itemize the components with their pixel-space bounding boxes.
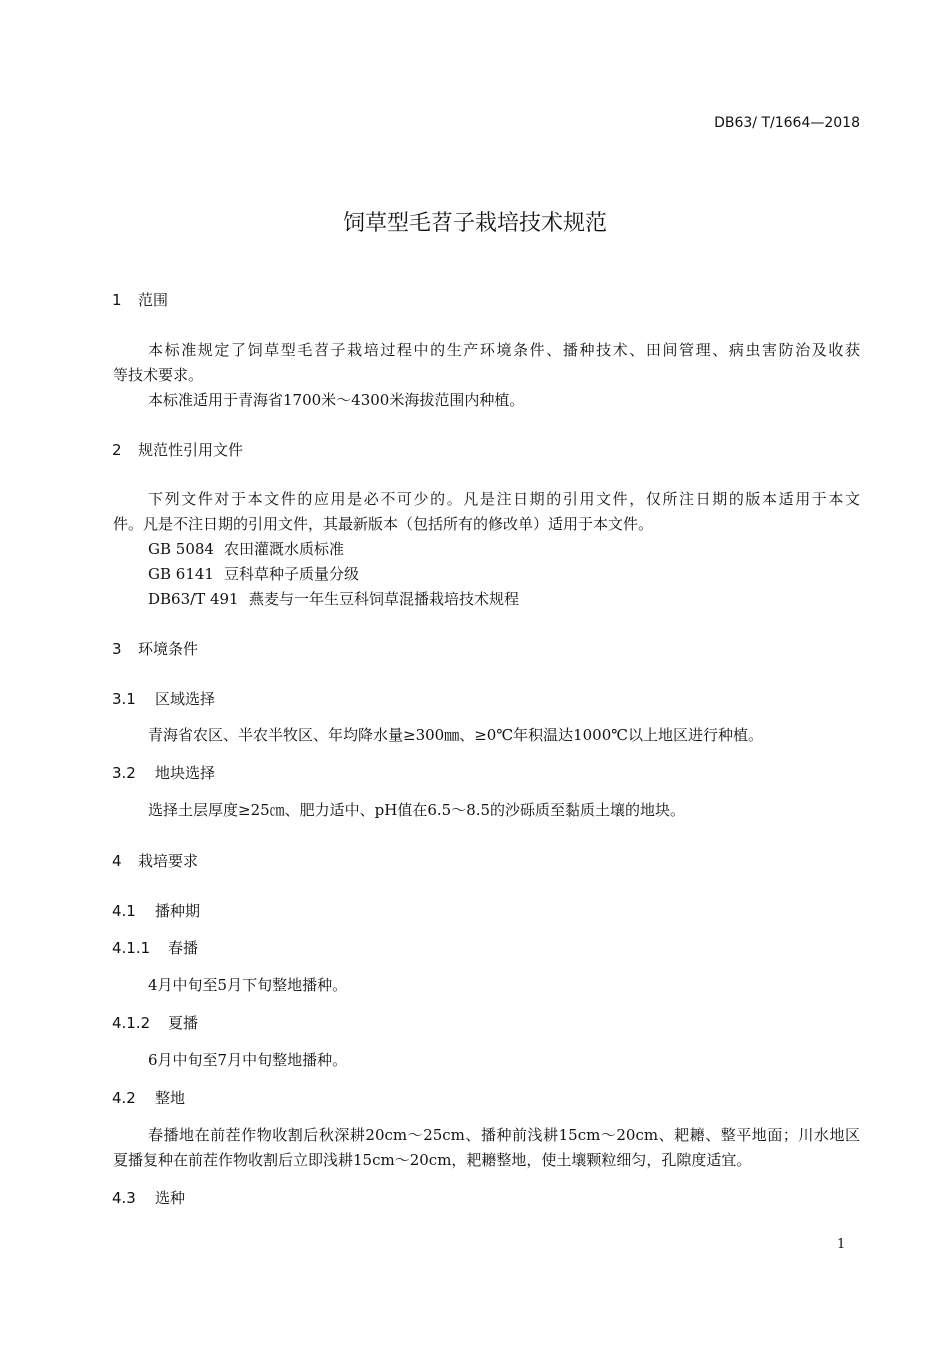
section-number: 4.1.1 xyxy=(112,939,151,957)
subsection-4-2-heading xyxy=(112,1087,185,1108)
section-1-paragraph-1-line-2: 等技术要求。 xyxy=(113,366,204,384)
section-number: 4.1 xyxy=(112,902,136,920)
subsection-3-1-text: 青海省农区、半农半牧区、年均降水量≥300㎜、≥0℃年积温达1000℃以上地区进行种植。 xyxy=(148,726,764,744)
section-number: 4.2 xyxy=(112,1089,136,1107)
subsection-4-1-2-text: 6月中旬至7月中旬整地播种。 xyxy=(148,1051,348,1069)
section-title: 环境条件 xyxy=(138,640,199,658)
section-title: 播种期 xyxy=(155,902,201,920)
subsection-3-2-text: 选择土层厚度≥25㎝、肥力适中、pH值在6.5～8.5的沙砾质至黏质土壤的地块。 xyxy=(148,801,686,819)
page-number: 1 xyxy=(837,1237,846,1252)
subsection-4-1-1-heading xyxy=(112,937,198,958)
reference-code: DB63/T 491 xyxy=(148,590,239,608)
reference-item xyxy=(148,563,359,584)
section-title: 整地 xyxy=(155,1089,186,1107)
section-number: 4.3 xyxy=(112,1189,136,1207)
section-number: 1 xyxy=(112,291,122,309)
section-2-paragraph-line-2: 件。凡是不注日期的引用文件，其最新版本（包括所有的修改单）适用于本文件。 xyxy=(113,515,654,533)
section-title: 栽培要求 xyxy=(138,852,199,870)
section-1-paragraph-1-line-1: 本标准规定了饲草型毛苕子栽培过程中的生产环境条件、播种技术、田间管理、病虫害防治及收获 xyxy=(148,341,860,359)
section-2-heading xyxy=(112,439,243,460)
subsection-4-2-text-line-2: 夏播复种在前茬作物收割后立即浅耕15cm～20cm，耙耱整地，使土壤颗粒细匀，孔隙度适宜。 xyxy=(113,1151,752,1169)
subsection-3-2-heading xyxy=(112,762,215,783)
subsection-4-1-1-text: 4月中旬至5月下旬整地播种。 xyxy=(148,976,348,994)
section-1-paragraph-2: 本标准适用于青海省1700米～4300米海拔范围内种植。 xyxy=(148,391,525,409)
reference-title: 燕麦与一年生豆科饲草混播栽培技术规程 xyxy=(249,590,520,608)
section-title: 规范性引用文件 xyxy=(138,441,244,459)
section-number: 3.2 xyxy=(112,764,136,782)
document-code: DB63/ T/1664—2018 xyxy=(714,115,860,131)
section-number: 3 xyxy=(112,640,122,658)
subsection-4-3-heading xyxy=(112,1187,185,1208)
section-4-heading xyxy=(112,850,198,871)
reference-item xyxy=(148,588,519,609)
reference-code: GB 6141 xyxy=(148,565,214,583)
section-title: 春播 xyxy=(168,939,199,957)
section-number: 4.1.2 xyxy=(112,1014,151,1032)
reference-title: 农田灌溉水质标准 xyxy=(224,540,345,558)
section-number: 4 xyxy=(112,852,122,870)
section-title: 选种 xyxy=(155,1189,186,1207)
subsection-4-2-text-line-1: 春播地在前茬作物收割后秋深耕20cm～25cm、播种前浅耕15cm～20cm、耙耱、整平地面；川水地区 xyxy=(148,1126,860,1144)
section-title: 区域选择 xyxy=(155,690,216,708)
section-1-heading xyxy=(112,289,168,310)
subsection-3-1-heading xyxy=(112,688,215,709)
section-number: 2 xyxy=(112,441,122,459)
section-number: 3.1 xyxy=(112,690,136,708)
subsection-4-1-heading xyxy=(112,900,200,921)
document-title: 饲草型毛苕子栽培技术规范 xyxy=(342,211,607,236)
reference-code: GB 5084 xyxy=(148,540,214,558)
reference-item xyxy=(148,538,344,559)
reference-title: 豆科草种子质量分级 xyxy=(224,565,360,583)
section-2-paragraph-line-1: 下列文件对于本文件的应用是必不可少的。凡是注日期的引用文件，仅所注日期的版本适用于本文 xyxy=(148,490,860,508)
section-3-heading xyxy=(112,638,198,659)
section-title: 范围 xyxy=(138,291,169,309)
section-title: 夏播 xyxy=(168,1014,199,1032)
section-title: 地块选择 xyxy=(155,764,216,782)
subsection-4-1-2-heading xyxy=(112,1012,198,1033)
